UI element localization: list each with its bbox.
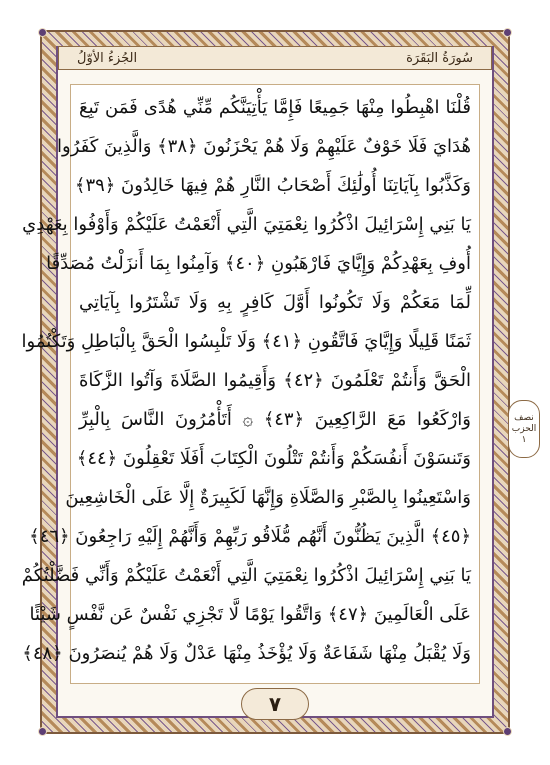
quran-text-panel	[21, 84, 480, 684]
quran-line: هُدَايَ فَلَا خَوْفٌ عَلَيْهِمْ وَلَا هُمْ يَحْزَنُونَ ﴿٣٨﴾ وَالَّذِينَ كَفَرُوا	[57, 136, 471, 157]
quran-line: قُلْنَا اهْبِطُوا مِنْهَا جَمِيعًا فَإِمَّا يَأْتِيَنَّكُم مِّنِّي هُدًى فَمَن تَبِعَ	[79, 97, 471, 118]
hizb-marker	[508, 400, 540, 458]
quran-line: وَتَنسَوْنَ أَنفُسَكُمْ وَأَنتُمْ تَتْلُونَ الْكِتَابَ أَفَلَا تَعْقِلُونَ ﴿٤٤﴾	[76, 448, 471, 469]
page-header	[58, 46, 492, 70]
quran-line: ﴿٤٥﴾ الَّذِينَ يَظُنُّونَ أَنَّهُم مُّلَاقُو رَبِّهِمْ وَأَنَّهُمْ إِلَيْهِ رَاجِعُونَ ﴿٤٦﴾	[29, 526, 471, 547]
juz-label: الجُزءُ الأوّلُ	[77, 50, 138, 66]
quran-line: يَا بَنِي إِسْرَائِيلَ اذْكُرُوا نِعْمَتِيَ الَّتِي أَنْعَمْتُ عَلَيْكُمْ وَأَوْفُوا بِعَهْدِي	[22, 214, 471, 235]
quran-line: وَاسْتَعِينُوا بِالصَّبْرِ وَالصَّلَاةِ وَإِنَّهَا لَكَبِيرَةٌ إِلَّا عَلَى الْخَاشِعِينَ	[65, 487, 471, 508]
frame-rosette-icon	[503, 727, 512, 736]
page-number: ٧	[241, 688, 309, 720]
quran-line: الْحَقَّ وَأَنتُمْ تَعْلَمُونَ ﴿٤٢﴾ وَأَقِيمُوا الصَّلَاةَ وَآتُوا الزَّكَاةَ	[79, 370, 471, 391]
quran-line: ثَمَنًا قَلِيلًا وَإِيَّايَ فَاتَّقُونِ ﴿٤١﴾ وَلَا تَلْبِسُوا الْحَقَّ بِالْبَاطِلِ وَتَكْتُمُوا	[21, 331, 471, 352]
frame-rosette-icon	[38, 727, 47, 736]
quran-line: عَلَى الْعَالَمِينَ ﴿٤٧﴾ وَاتَّقُوا يَوْمًا لَّا تَجْزِي نَفْسٌ عَن نَّفْسٍ شَيْئًا	[29, 604, 471, 625]
quran-line: وَارْكَعُوا مَعَ الرَّاكِعِينَ ﴿٤٣﴾ ۞ أَتَأْمُرُونَ النَّاسَ بِالْبِرِّ	[79, 409, 471, 430]
hizb-marker-label: الحزب	[511, 423, 537, 434]
quran-line: وَكَذَّبُوا بِآيَاتِنَا أُولَٰئِكَ أَصْحَابُ النَّارِ هُمْ فِيهَا خَالِدُونَ ﴿٣٩﴾	[74, 175, 471, 196]
quran-line: أُوفِ بِعَهْدِكُمْ وَإِيَّايَ فَارْهَبُونِ ﴿٤٠﴾ وَآمِنُوا بِمَا أَنزَلْتُ مُصَدِّقًا	[46, 253, 471, 274]
frame-rosette-icon	[503, 28, 512, 37]
quran-line: وَلَا يُقْبَلُ مِنْهَا شَفَاعَةٌ وَلَا يُؤْخَذُ مِنْهَا عَدْلٌ وَلَا هُمْ يُنصَرُونَ ﴿٤٨﴾	[22, 643, 471, 664]
hizb-marker-number: ١	[521, 434, 527, 445]
hizb-marker-half: نصف	[514, 412, 534, 423]
quran-line: يَا بَنِي إِسْرَائِيلَ اذْكُرُوا نِعْمَتِيَ الَّتِي أَنْعَمْتُ عَلَيْكُمْ وَأَنِّي فَضَّلْتُكُمْ	[21, 565, 471, 586]
frame-rosette-icon	[38, 28, 47, 37]
surah-label: سُورَةُ البَقَرَة	[406, 50, 473, 66]
quran-line: لِّمَا مَعَكُمْ وَلَا تَكُونُوا أَوَّلَ كَافِرٍ بِهِ وَلَا تَشْتَرُوا بِآيَاتِي	[79, 292, 471, 313]
